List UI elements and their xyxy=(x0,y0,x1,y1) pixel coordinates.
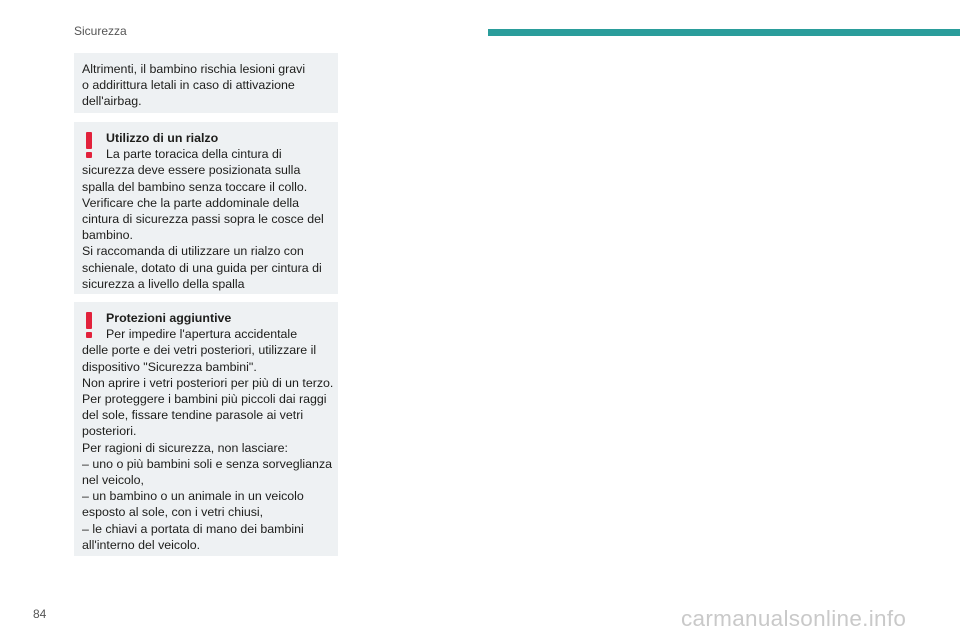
warning-line: posteriori. xyxy=(82,424,137,439)
exclamation-warning-icon xyxy=(85,312,93,338)
warning-line: nel veicolo, xyxy=(82,473,144,488)
warning-line: Per ragioni di sicurezza, non lasciare: xyxy=(82,440,288,455)
warning-line: bambino. xyxy=(82,228,133,243)
warning-line: La parte toracica della cintura di xyxy=(106,147,282,162)
warning-line: esposto al sole, con i vetri chiusi, xyxy=(82,505,264,520)
warning-line: – uno o più bambini soli e senza sorveglianza xyxy=(82,456,333,471)
warning-line: Si raccomanda di utilizzare un rialzo con xyxy=(82,244,304,259)
warning-line: – le chiavi a portata di mano dei bambini xyxy=(82,521,304,536)
warning-box-additional-protection xyxy=(74,302,338,556)
watermark-text: carmanualsonline.info xyxy=(681,606,907,631)
warning-line: dispositivo "Sicurezza bambini". xyxy=(82,359,257,374)
warning-line: all'interno del veicolo. xyxy=(82,537,201,552)
note-line: Altrimenti, il bambino rischia lesioni gravi xyxy=(82,62,306,76)
warning-line: delle porte e dei vetri posteriori, utilizzare il xyxy=(82,343,317,358)
warning-line: spalla del bambino senza toccare il collo. xyxy=(82,179,308,194)
note-line: o addirittura letali in caso di attivazione xyxy=(82,78,295,93)
warning-line: sicurezza a livello della spalla xyxy=(82,276,245,291)
warning-line: cintura di sicurezza passi sopra le cosce del xyxy=(82,212,324,227)
note-box-airbag xyxy=(74,53,338,113)
warning-line: – un bambino o un animale in un veicolo xyxy=(82,489,304,504)
warning-line: Per proteggere i bambini più piccoli dai raggi xyxy=(82,392,327,407)
warning-line: sicurezza deve essere posizionata sulla xyxy=(82,163,301,178)
warning-title: Utilizzo di un rialzo xyxy=(106,131,219,145)
warning-line: schienale, dotato di una guida per cintura di xyxy=(82,260,322,275)
section-title: Sicurezza xyxy=(74,24,127,38)
warning-line: Verificare che la parte addominale della xyxy=(82,195,299,210)
header-accent-bar xyxy=(488,29,960,36)
warning-line: del sole, fissare tendine parasole ai vetri xyxy=(82,408,304,423)
warning-box-booster-seat xyxy=(74,122,338,294)
exclamation-warning-icon xyxy=(85,132,93,158)
page-number: 84 xyxy=(33,607,47,621)
warning-title: Protezioni aggiuntive xyxy=(106,311,232,325)
warning-line: Non aprire i vetri posteriori per più di un terzo. xyxy=(82,375,334,390)
warning-line: Per impedire l'apertura accidentale xyxy=(106,327,298,342)
note-line: dell'airbag. xyxy=(82,94,142,109)
